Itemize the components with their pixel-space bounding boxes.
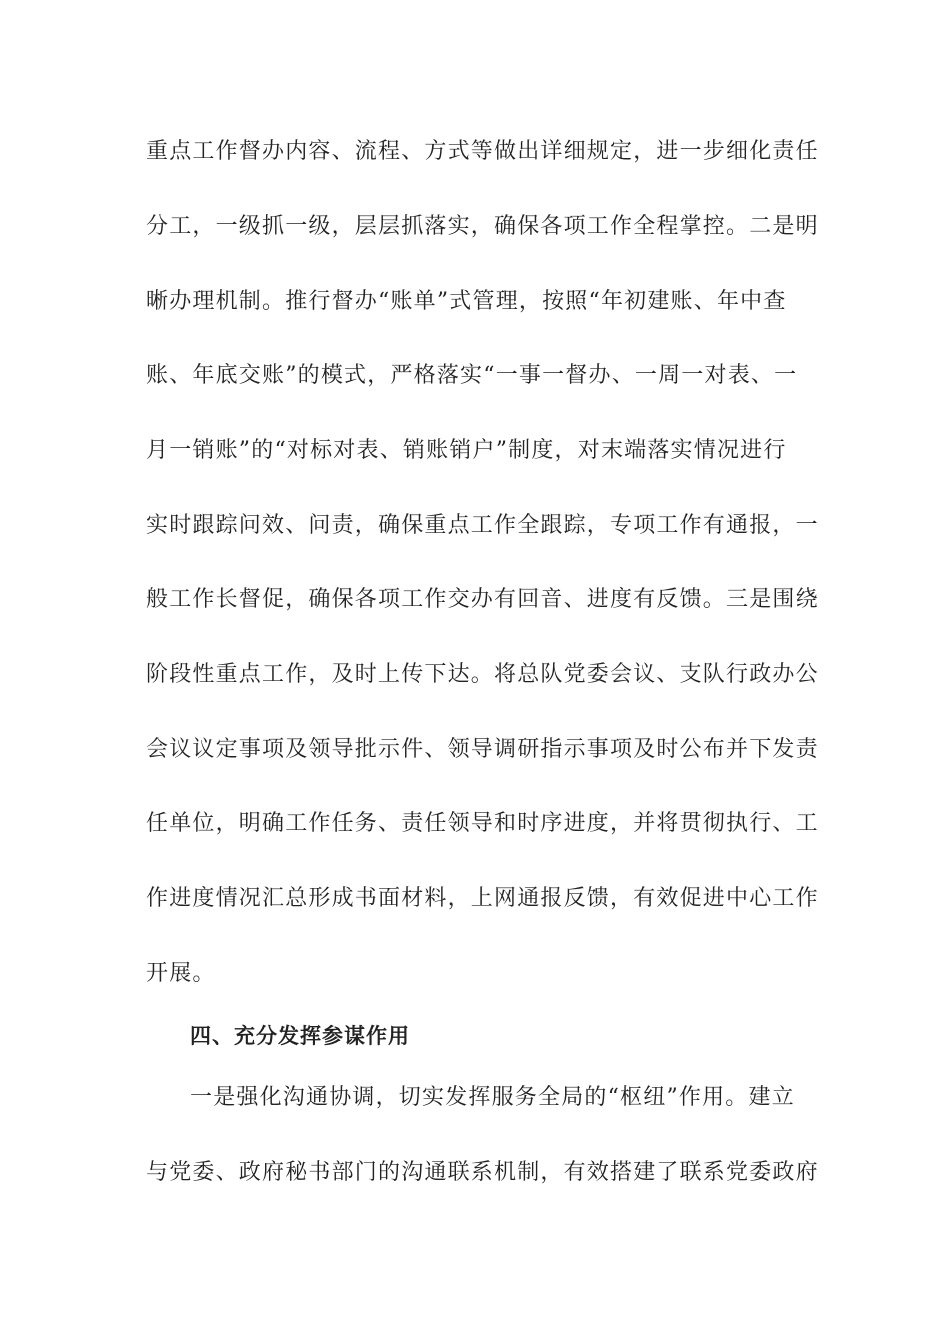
body-text-line: 晰办理机制。推行督办“账单”式管理，按照“年初建账、年中查 bbox=[146, 289, 787, 314]
body-text-line: 实时跟踪问效、问责，确保重点工作全跟踪，专项工作有通报，一 bbox=[146, 513, 819, 538]
body-text-line: 重点工作督办内容、流程、方式等做出详细规定，进一步细化责任 bbox=[146, 139, 819, 164]
body-text-line: 一是强化沟通协调，切实发挥服务全局的“枢纽”作用。建立 bbox=[190, 1085, 795, 1110]
body-text-line: 与党委、政府秘书部门的沟通联系机制，有效搭建了联系党委政府 bbox=[146, 1160, 819, 1185]
body-text-line: 任单位，明确工作任务、责任领导和时序进度，并将贯彻执行、工 bbox=[146, 811, 819, 836]
body-text-line: 会议议定事项及领导批示件、领导调研指示事项及时公布并下发责 bbox=[146, 737, 819, 762]
body-text-line: 分工，一级抓一级，层层抓落实，确保各项工作全程掌控。二是明 bbox=[146, 214, 819, 239]
body-text-line: 账、年底交账”的模式，严格落实“一事一督办、一周一对表、一 bbox=[146, 363, 798, 388]
body-text-line: 开展。 bbox=[146, 961, 216, 986]
body-text-line: 般工作长督促，确保各项工作交办有回音、进度有反馈。三是围绕 bbox=[146, 587, 819, 612]
body-text-line: 作进度情况汇总形成书面材料，上网通报反馈，有效促进中心工作 bbox=[146, 886, 819, 911]
body-text-line: 月一销账”的“对标对表、销账销户”制度，对末端落实情况进行 bbox=[146, 438, 787, 463]
section-heading: 四、充分发挥参谋作用 bbox=[190, 1024, 410, 1048]
body-text-line: 阶段性重点工作，及时上传下达。将总队党委会议、支队行政办公 bbox=[146, 662, 819, 687]
